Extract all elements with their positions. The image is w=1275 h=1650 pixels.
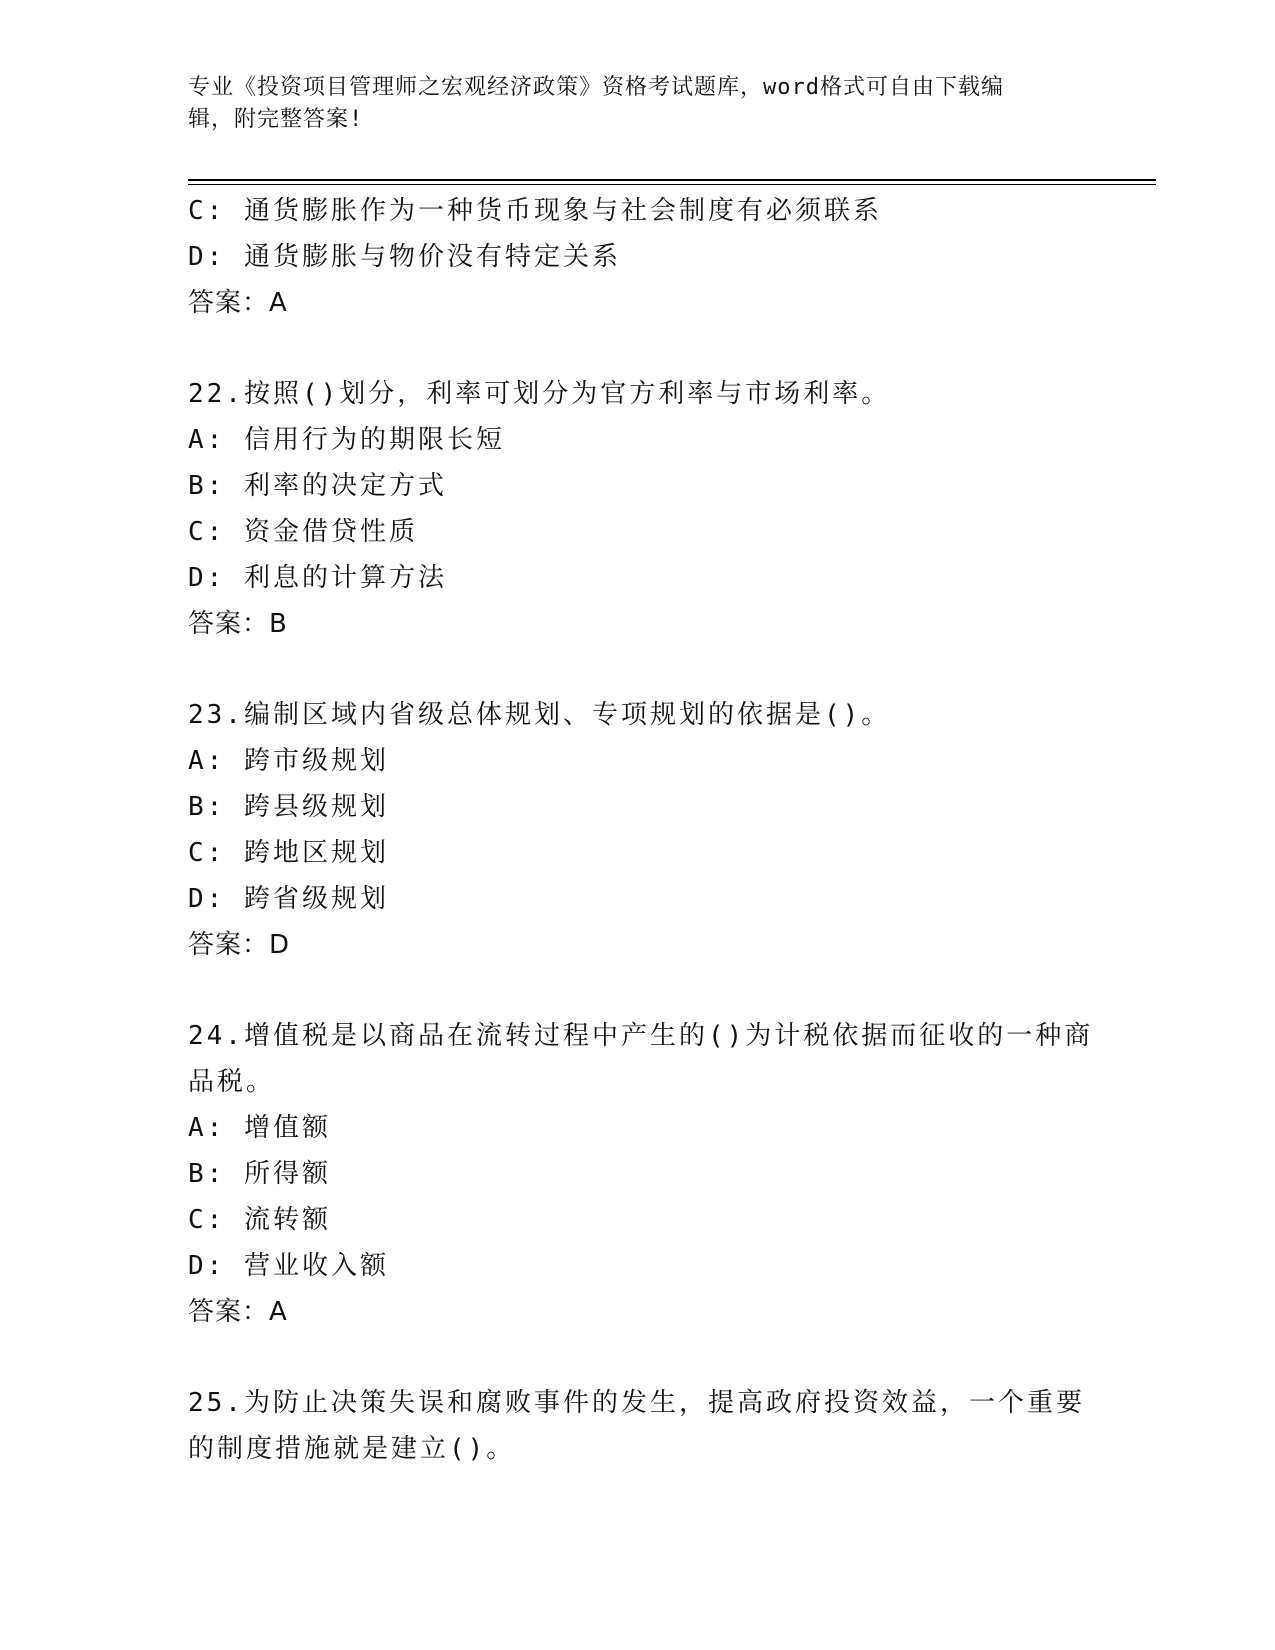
question-block-22 (188, 371, 1088, 647)
answer: 答案：A (188, 288, 288, 318)
option-d: D: 跨省级规划 (188, 884, 389, 914)
question-text-line-1: 25.为防止决策失误和腐败事件的发生，提高政府投资效益，一个重要 (188, 1388, 1085, 1418)
option-b: B: 利率的决定方式 (188, 471, 447, 501)
option-a: A: 跨市级规划 (188, 746, 389, 776)
option-a: A: 信用行为的期限长短 (188, 425, 505, 455)
question-text-line-2: 的制度措施就是建立()。 (188, 1434, 516, 1464)
question-text-line-1: 24.增值税是以商品在流转过程中产生的()为计税依据而征收的一种商 (188, 1021, 1094, 1051)
document-header (188, 72, 1068, 136)
question-block-23 (188, 692, 1088, 968)
option-c: C: 资金借贷性质 (188, 517, 418, 547)
answer: 答案：B (188, 609, 288, 639)
answer: 答案：D (188, 930, 291, 960)
header-title-line-1: 专业《投资项目管理师之宏观经济政策》资格考试题库，word格式可自由下载编 (188, 75, 1004, 100)
question-text: 23.编制区域内省级总体规划、专项规划的依据是()。 (188, 700, 891, 730)
option-c: C: 通货膨胀作为一种货币现象与社会制度有必须联系 (188, 196, 882, 226)
header-divider-thick (188, 179, 1156, 181)
option-d: D: 利息的计算方法 (188, 563, 447, 593)
question-list (188, 188, 1094, 1472)
question-block-24 (188, 1013, 1094, 1335)
header-title-line-2: 辑，附完整答案! (188, 107, 364, 132)
question-block-25 (188, 1380, 1088, 1472)
option-d: D: 通货膨胀与物价没有特定关系 (188, 242, 621, 272)
option-d: D: 营业收入额 (188, 1251, 389, 1281)
option-b: B: 所得额 (188, 1159, 331, 1189)
option-c: C: 流转额 (188, 1205, 331, 1235)
answer: 答案：A (188, 1297, 288, 1327)
option-c: C: 跨地区规划 (188, 838, 389, 868)
question-text-line-2: 品税。 (188, 1067, 276, 1097)
option-a: A: 增值额 (188, 1113, 331, 1143)
question-text: 22.按照()划分，利率可划分为官方利率与市场利率。 (188, 379, 891, 409)
question-block-21 (188, 188, 1088, 326)
header-divider-thin (188, 184, 1156, 185)
option-b: B: 跨县级规划 (188, 792, 389, 822)
